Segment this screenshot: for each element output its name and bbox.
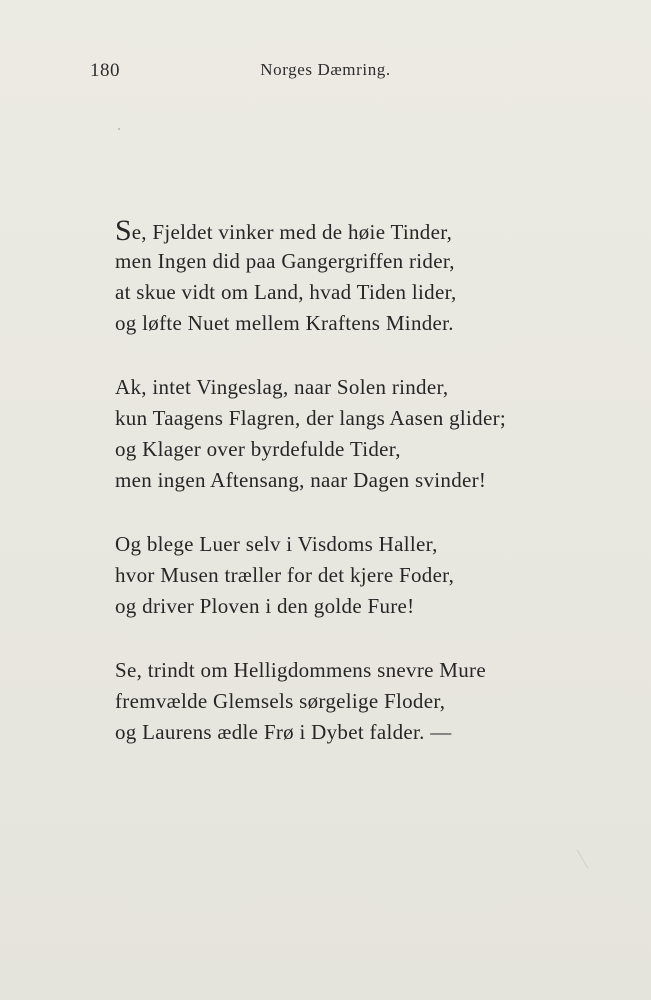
drop-cap: S (115, 214, 132, 247)
poem-line: fremvælde Glemsels sørgelige Floder, (115, 689, 446, 713)
poem-line: og Laurens ædle Frø i Dybet falder. — (115, 720, 452, 744)
poem-line: og Klager over byrdefulde Tider, (115, 437, 401, 461)
running-title: Norges Dæmring. (260, 60, 391, 79)
poem-line: men ingen Aftensang, naar Dagen svinder! (115, 468, 487, 492)
poem-line: at skue vidt om Land, hvad Tiden lider, (115, 280, 457, 304)
poem-line: og driver Ploven i den golde Fure! (115, 594, 415, 618)
poem-line: Ak, intet Vingeslag, naar Solen rinder, (115, 375, 449, 399)
stanza-3 (115, 529, 585, 622)
stanza-2 (115, 372, 585, 496)
stanza-4 (115, 655, 585, 748)
poem-line: men Ingen did paa Gangergriffen rider, (115, 249, 455, 273)
poem-line: og løfte Nuet mellem Kraftens Minder. (115, 311, 454, 335)
page-number: 180 (90, 60, 120, 81)
paper-speck (118, 128, 120, 130)
poem-line (115, 215, 585, 246)
poem-line: hvor Musen træller for det kjere Foder, (115, 563, 455, 587)
poem (115, 215, 585, 781)
poem-line: Og blege Luer selv i Visdoms Haller, (115, 532, 438, 556)
paper-crease (577, 849, 589, 869)
poem-line: kun Taagens Flagren, der langs Aasen glider; (115, 406, 506, 430)
stanza-1 (115, 215, 585, 339)
poem-line-text: e, Fjeldet vinker med de høie Tinder, (131, 220, 453, 244)
poem-line: Se, trindt om Helligdommens snevre Mure (115, 658, 486, 682)
